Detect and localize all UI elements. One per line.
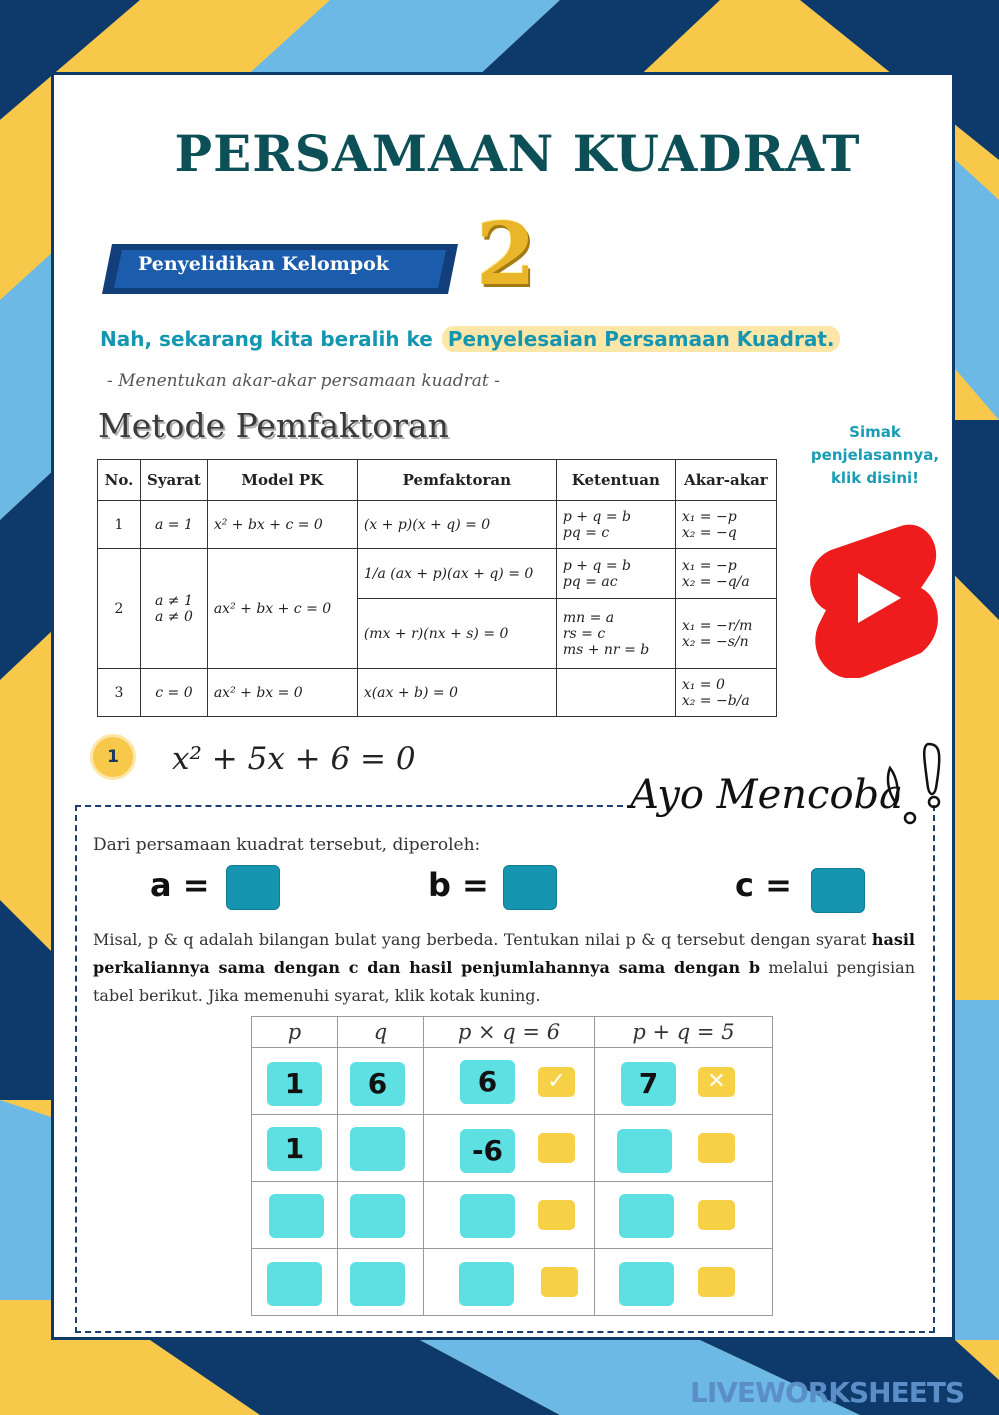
cell-syarat: c = 0 [141,669,208,717]
p-input[interactable] [269,1194,324,1238]
work-header-product: p × q = 6 [424,1017,595,1048]
coef-b-label: b = [428,866,489,904]
sum-check-box[interactable]: ✕ [698,1067,735,1097]
table-header-row [98,460,777,501]
work-cell [424,1249,595,1316]
work-cell [595,1249,773,1316]
work-cell [424,1182,595,1249]
header-syarat: Syarat [141,460,208,501]
sum-check-box[interactable] [698,1200,735,1230]
table-row [98,501,777,549]
dari-text: Dari persamaan kuadrat tersebut, diperoleh: [93,835,481,855]
work-cell [338,1048,424,1115]
akar-line: x₁ = 0 [681,676,725,693]
cell-pemfaktoran: x(ax + b) = 0 [357,669,556,717]
syarat-line: a ≠ 0 [154,608,193,625]
akar-line: x₂ = −b/a [681,692,750,709]
work-row [252,1048,773,1115]
sum-input[interactable]: 7 [621,1062,676,1106]
product-check-box[interactable]: ✓ [538,1067,575,1097]
coef-c-input[interactable] [811,868,865,913]
ketentuan-line: p + q = b [562,508,631,525]
header-ketentuan: Ketentuan [556,460,675,501]
instruction-paragraph [93,926,915,1010]
subtitle: - Menentukan akar-akar persamaan kuadrat - [107,371,500,391]
work-cell [252,1182,338,1249]
table-row [98,549,777,599]
work-row [252,1249,773,1316]
syarat-line: a ≠ 1 [154,592,193,609]
instruction-text-end: melalui pengisian tabel berikut. Jika memenuhi syarat, klik kotak kuning. [93,958,916,1005]
cell-akar [675,669,776,717]
work-header-row [252,1017,773,1048]
p-input[interactable] [267,1262,322,1306]
ketentuan-line: ms + nr = b [562,641,650,658]
intro-lead: Nah, sekarang kita beralih ke [100,327,433,351]
work-cell [252,1115,338,1182]
cell-ketentuan [556,501,675,549]
sum-input[interactable] [619,1262,674,1306]
liveworksheets-logo: LIVEWORKSHEETS [690,1376,965,1409]
work-table [251,1016,773,1316]
akar-line: x₂ = −q [681,524,737,541]
akar-line: x₁ = −r/m [681,617,753,634]
cell-pemfaktoran: (mx + r)(nx + s) = 0 [357,599,556,669]
cell-pemfaktoran: 1/a (ax + p)(ax + q) = 0 [357,549,556,599]
section-number: 2 [476,204,536,305]
header-no: No. [98,460,141,501]
cell-no: 1 [98,501,141,549]
work-cell [595,1182,773,1249]
cell-model: ax² + bx = 0 [207,669,357,717]
cell-model: ax² + bx + c = 0 [207,549,357,669]
ketentuan-line: mn = a [562,609,615,626]
cell-syarat [141,549,208,669]
sum-input[interactable] [617,1129,672,1173]
problem-number: 1 [90,734,136,780]
work-cell [424,1115,595,1182]
cell-ketentuan [556,669,675,717]
work-cell [252,1048,338,1115]
cell-no: 2 [98,549,141,669]
q-input[interactable] [350,1262,405,1306]
sum-check-box[interactable] [698,1267,735,1297]
akar-line: x₁ = −p [681,508,737,525]
factoring-table [97,459,777,717]
method-title: Metode Pemfaktoran [98,406,449,445]
akar-line: x₂ = −q/a [681,573,750,590]
sum-check-box[interactable] [698,1133,735,1163]
work-cell [338,1182,424,1249]
cell-model: x² + bx + c = 0 [207,501,357,549]
header-akar: Akar-akar [675,460,776,501]
q-input[interactable] [350,1194,405,1238]
cell-akar [675,549,776,599]
cell-no: 3 [98,669,141,717]
instruction-text: Misal, p & q adalah bilangan bulat yang berbeda. Tentukan nilai p & q tersebut dengan syarat [93,930,867,949]
ketentuan-line: rs = c [562,625,606,642]
coef-b-input[interactable] [503,865,557,910]
ayo-mencoba-heading [630,772,903,818]
work-cell [252,1249,338,1316]
coef-c-label: c = [735,866,792,904]
work-cell [338,1115,424,1182]
product-check-box[interactable] [538,1133,575,1163]
page-title: PERSAMAAN KUADRAT [174,124,861,183]
ketentuan-line: pq = ac [562,573,618,590]
cell-pemfaktoran: (x + p)(x + q) = 0 [357,501,556,549]
table-row [98,669,777,717]
work-cell [595,1048,773,1115]
p-input[interactable]: 1 [267,1127,322,1171]
sum-input[interactable] [619,1194,674,1238]
product-input[interactable] [460,1194,515,1238]
ribbon-label: Penyelidikan Kelompok [138,253,389,275]
q-input[interactable]: 6 [350,1062,405,1106]
intro-highlight: Penyelesaian Persamaan Kuadrat. [442,326,841,352]
work-cell [338,1249,424,1316]
product-check-box[interactable] [541,1267,578,1297]
akar-line: x₁ = −p [681,557,737,574]
cell-akar [675,501,776,549]
work-row [252,1115,773,1182]
work-cell [595,1115,773,1182]
work-header-q: q [338,1017,424,1048]
work-cell [424,1048,595,1115]
exclamation-icon [878,738,948,830]
video-prompt[interactable]: Simak penjelasannya, klik disini! [810,423,940,487]
product-input[interactable] [459,1262,514,1306]
coef-a-label: a = [150,866,210,904]
work-header-sum: p + q = 5 [595,1017,773,1048]
header-model: Model PK [207,460,357,501]
work-row [252,1182,773,1249]
product-check-box[interactable] [538,1200,575,1230]
product-input[interactable]: 6 [460,1060,515,1104]
product-input[interactable]: -6 [460,1129,515,1173]
intro-line [100,327,840,351]
problem-equation: x² + 5x + 6 = 0 [172,741,416,777]
youtube-shorts-icon[interactable] [806,518,941,678]
p-input[interactable]: 1 [267,1062,322,1106]
cell-syarat: a = 1 [141,501,208,549]
ketentuan-line: p + q = b [562,557,631,574]
header-pemfaktoran: Pemfaktoran [357,460,556,501]
cell-ketentuan [556,599,675,669]
q-input[interactable] [350,1127,405,1171]
ketentuan-line: pq = c [562,524,610,541]
cell-ketentuan [556,549,675,599]
work-header-p: p [252,1017,338,1048]
instruction-bold: hasil perkaliannya sama dengan c dan hasil penjumlahannya sama dengan b [93,930,915,977]
ayo-text: Ayo Mencoba [630,772,903,818]
cell-akar [675,599,776,669]
coef-a-input[interactable] [226,865,280,910]
akar-line: x₂ = −s/n [681,633,749,650]
